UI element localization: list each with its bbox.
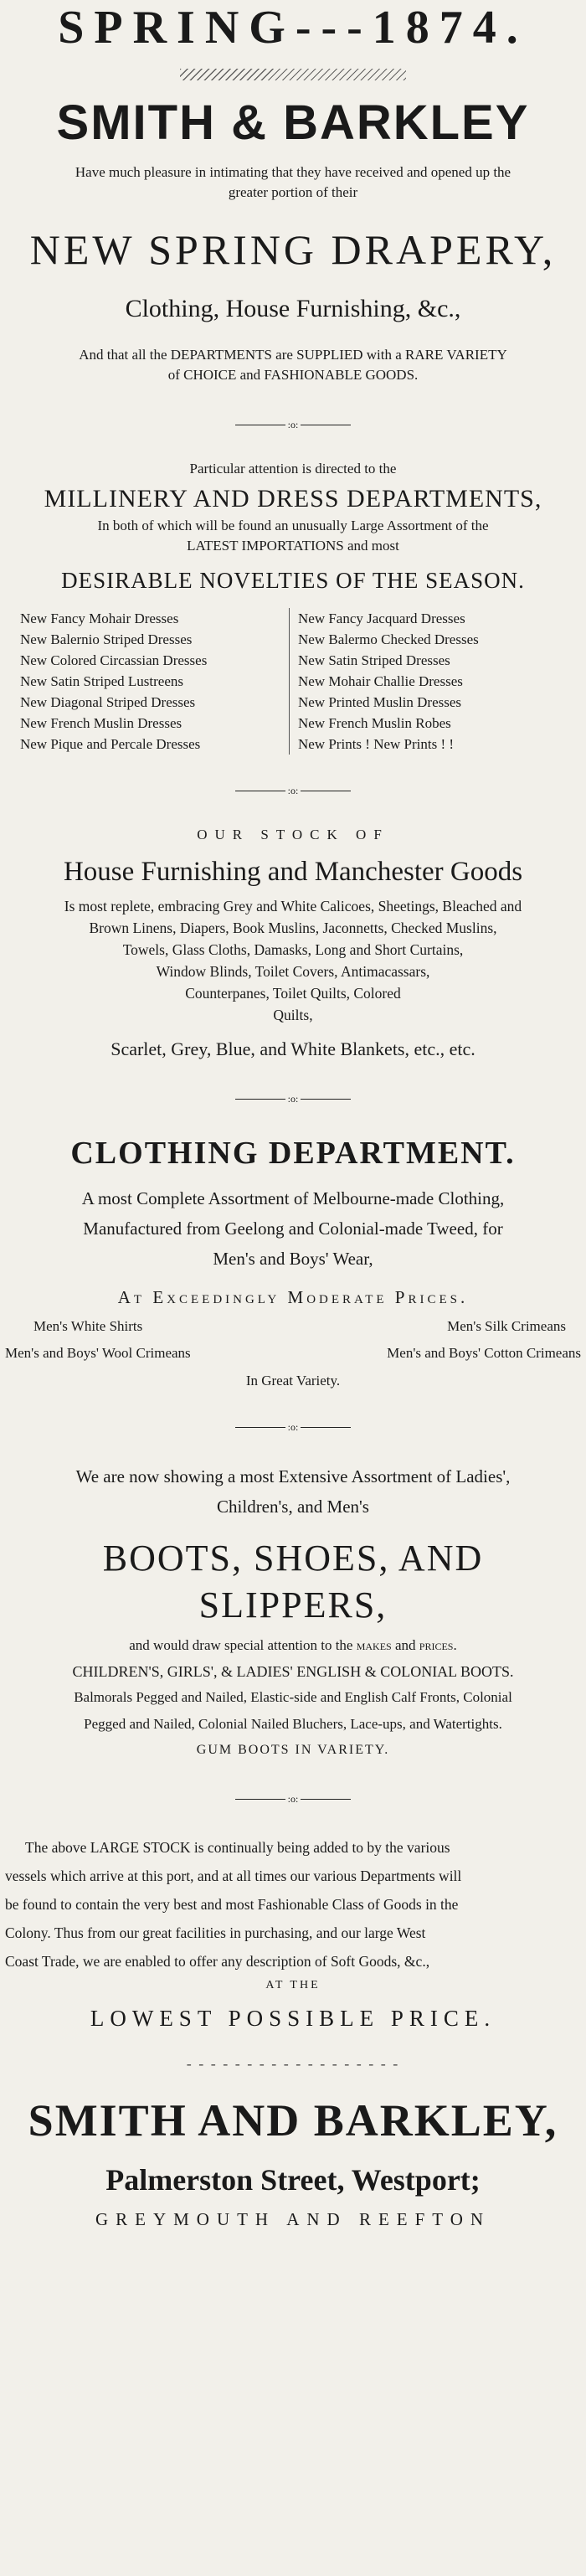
dashed-rule: - - - - - - - - - - - - - - - - - - <box>186 2055 400 2072</box>
clothing-row-1: Men's White Shirts Men's Silk Crimeans <box>33 1318 566 1334</box>
blankets-line: Scarlet, Grey, Blue, and White Blankets, etc., etc. <box>111 1038 475 1059</box>
millinery-line-2: LATEST IMPORTATIONS and most <box>187 538 399 554</box>
millinery-line-1: In both of which will be found an unusually Large Assortment of the <box>97 518 489 533</box>
list-item: New Prints ! New Prints ! ! <box>298 736 455 752</box>
list-item: New Fancy Jacquard Dresses <box>298 611 465 626</box>
clothing-dept-heading: CLOTHING DEPARTMENT. <box>70 1136 516 1171</box>
gum-boots-line: GUM BOOTS IN VARIETY. <box>196 1743 390 1757</box>
divider: :o: <box>5 419 581 430</box>
house-heading: House Furnishing and Manchester Goods <box>63 857 523 887</box>
dress-list-right <box>289 608 566 755</box>
boots-intro-2: Children's, and Men's <box>217 1497 369 1517</box>
intro-line-1: Have much pleasure in intimating that they have received and opened up the <box>75 164 511 180</box>
street-heading: Palmerston Street, Westport; <box>105 2163 481 2197</box>
list-item: New Balermo Checked Dresses <box>298 631 479 647</box>
lowest-price-heading: LOWEST POSSIBLE PRICE. <box>90 2006 496 2031</box>
attention-line: Particular attention is directed to the <box>189 461 397 477</box>
list-item: New Balernio Striped Dresses <box>20 631 193 647</box>
list-item: New French Muslin Robes <box>298 715 451 731</box>
dress-list-left <box>20 608 288 755</box>
list-item: New Printed Muslin Dresses <box>298 694 462 710</box>
season-heading: SPRING---1874. <box>58 2 528 54</box>
divider: :o: <box>5 785 581 796</box>
clothing-paragraph: A most Complete Assortment of Melbourne-made Clothing, Manufactured from Geelong and Colonial-made Tweed, for Men's and Boys' Wear, <box>81 1188 505 1269</box>
boots-heading: BOOTS, SHOES, AND SLIPPERS, <box>102 1538 484 1625</box>
firm-heading: SMITH & BARKLEY <box>56 95 530 150</box>
house-paragraph: Is most replete, embracing Grey and White Calicoes, Sheetings, Bleached and Brown Linens, Diapers, Book Muslins, Jaconnetts, Checked Muslins, Towels, Glass Cloths, Damasks, Long and Short Curtains, Window Blinds, Toilet Covers, Antimacassars, Counterpanes, Toilet Quilts, Colored Quilts, <box>64 898 522 1023</box>
prices-line: At Exceedingly Moderate Prices. <box>117 1287 469 1307</box>
departments-line-1: And that all the DEPARTMENTS are SUPPLIED with a RARE VARIETY <box>79 347 507 363</box>
dress-list <box>20 608 566 755</box>
novelties-heading: DESIRABLE NOVELTIES OF THE SEASON. <box>61 568 525 593</box>
clothing-row-2: Men's and Boys' Wool Crimeans Men's and Boys' Cotton Crimeans <box>5 1345 581 1361</box>
boots-attention-line: and would draw special attention to the makes and prices. <box>129 1637 457 1653</box>
our-stock-line: OUR STOCK OF <box>197 827 389 842</box>
list-item: New Satin Striped Lustreens <box>20 673 183 689</box>
english-boots-line: CHILDREN'S, GIRLS', & LADIES' ENGLISH & COLONIAL BOOTS. <box>72 1663 514 1680</box>
divider: :o: <box>5 1793 581 1805</box>
at-the-line: AT THE <box>265 1979 321 1991</box>
list-item: New Pique and Percale Dresses <box>20 736 201 752</box>
towns-line: GREYMOUTH AND REEFTON <box>95 2209 491 2229</box>
millinery-heading: MILLINERY AND DRESS DEPARTMENTS, <box>44 485 542 513</box>
stock-paragraph: The above LARGE STOCK is continually being added to by the various vessels which arrive at this port, and at all times our various Departments will be found to contain the very best and most Fashionable Class of Goods in the Colony. Thus from our great facilities in purchasing, and our large West Coast Trade, we are enabled to offer any description of Soft Goods, &c., <box>5 1839 462 1970</box>
drapery-heading: NEW SPRING DRAPERY, <box>29 226 557 273</box>
list-item: New Satin Striped Dresses <box>298 652 450 668</box>
list-item: New Colored Circassian Dresses <box>20 652 208 668</box>
balmorals-line-1: Balmorals Pegged and Nailed, Elastic-side and English Calf Fronts, Colonial <box>74 1689 512 1705</box>
boots-intro-1: We are now showing a most Extensive Assortment of Ladies', <box>75 1466 511 1486</box>
wavy-rule <box>180 69 406 80</box>
list-item: New Diagonal Striped Dresses <box>20 694 196 710</box>
clothing-subheading: Clothing, House Furnishing, &c., <box>125 295 461 322</box>
footer-firm-heading: SMITH AND BARKLEY, <box>28 2095 558 2146</box>
list-item: New Fancy Mohair Dresses <box>20 611 179 626</box>
variety-line: In Great Variety. <box>245 1373 341 1388</box>
balmorals-line-2: Pegged and Nailed, Colonial Nailed Bluchers, Lace-ups, and Watertights. <box>84 1716 502 1732</box>
list-item: New French Muslin Dresses <box>20 715 182 731</box>
departments-line-2: of CHOICE and FASHIONABLE GOODS. <box>167 367 419 383</box>
divider: :o: <box>5 1421 581 1433</box>
list-item: New Mohair Challie Dresses <box>298 673 463 689</box>
divider: :o: <box>5 1093 581 1105</box>
intro-line-2: greater portion of their <box>228 184 358 200</box>
